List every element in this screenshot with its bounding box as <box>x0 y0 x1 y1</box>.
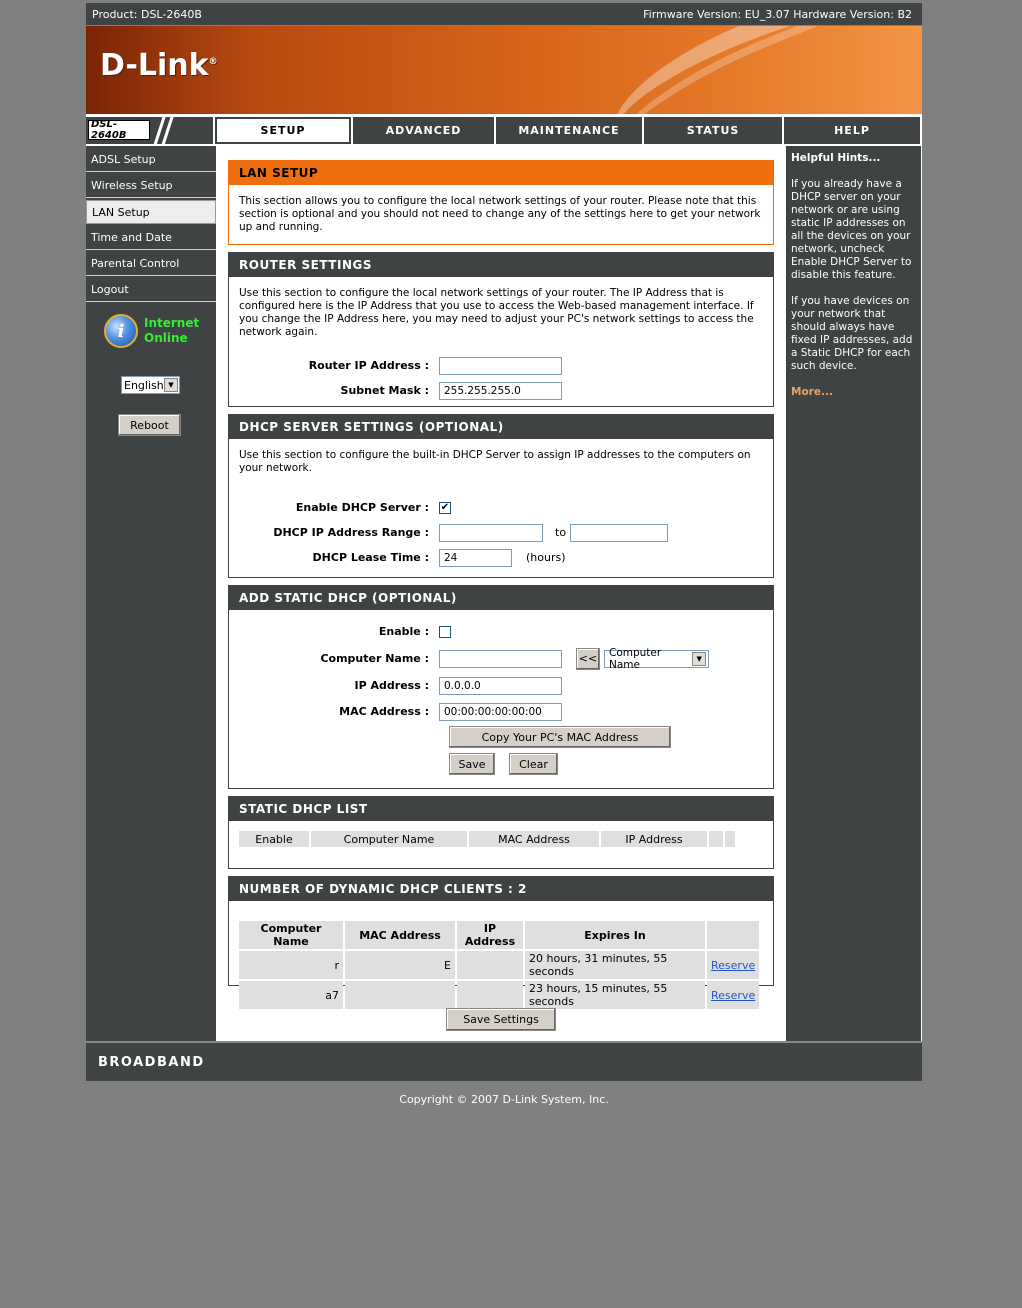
client-expires: 20 hours, 31 minutes, 55 seconds <box>525 951 705 979</box>
help-title: Helpful Hints... <box>791 152 881 164</box>
sidebar-item-logout[interactable]: Logout <box>86 278 216 302</box>
copy-name-arrow-button[interactable]: << <box>576 648 600 670</box>
copy-mac-button[interactable]: Copy Your PC's MAC Address <box>449 726 671 748</box>
save-settings-button[interactable]: Save Settings <box>446 1008 556 1031</box>
dlink-logo: D-Link® <box>100 48 218 83</box>
router-ip-input[interactable] <box>439 357 562 375</box>
client-name: a7 <box>239 981 343 1009</box>
tab-advanced[interactable]: ADVANCED <box>353 117 494 144</box>
static-list-title: STATIC DHCP LIST <box>229 797 773 821</box>
brand-banner <box>86 26 922 114</box>
internet-status <box>86 304 216 348</box>
copyright: Copyright © 2007 D-Link System, Inc. <box>399 1093 609 1106</box>
dhcp-server-title: DHCP SERVER SETTINGS (OPTIONAL) <box>229 415 773 439</box>
sidebar-item-time-and-date[interactable]: Time and Date <box>86 226 216 250</box>
client-name: r <box>239 951 343 979</box>
help-more-link[interactable]: More... <box>791 386 833 398</box>
tab-status[interactable]: STATUS <box>644 117 782 144</box>
main-nav <box>86 114 922 146</box>
range-to-label: to <box>555 526 567 539</box>
router-ip-label: Router IP Address : <box>308 359 429 372</box>
mac-address-input[interactable]: 00:00:00:00:00:00 <box>439 703 562 721</box>
model-label: DSL-2640B <box>88 120 150 140</box>
table-row <box>239 981 759 1009</box>
col-dyn-mac: MAC Address <box>345 921 455 949</box>
reserve-link[interactable]: Reserve <box>711 988 756 1002</box>
help-hint-1: If you already have a DHCP server on your network or are using static IP addresses on all the devices on your network, uncheck Enable DHCP Server to disable this feature. <box>791 178 912 281</box>
lan-setup-box <box>228 160 774 245</box>
lan-setup-desc: This section allows you to configure the local network settings of your router. Please note that this section is optional and you should not need to change any of the settings here to get your network up and running. <box>239 195 761 233</box>
mac-address-label: MAC Address : <box>339 705 429 718</box>
status-line1: Internet <box>144 316 200 330</box>
col-computer-name: Computer Name <box>311 831 467 847</box>
language-select[interactable] <box>121 376 180 394</box>
col-mac-address: MAC Address <box>469 831 599 847</box>
subnet-mask-label: Subnet Mask : <box>340 384 429 397</box>
tab-setup[interactable]: SETUP <box>215 117 351 144</box>
enable-dhcp-label: Enable DHCP Server : <box>295 501 429 514</box>
dynamic-clients-table <box>237 919 761 1011</box>
computer-name-label: Computer Name : <box>320 652 429 665</box>
status-line2: Online <box>144 331 188 345</box>
subnet-mask-input[interactable]: 255.255.255.0 <box>439 382 562 400</box>
router-settings-box <box>228 252 774 407</box>
help-hint-2: If you have devices on your network that should always have fixed IP addresses, add a Static DHCP for each such device. <box>791 295 913 372</box>
dhcp-server-box <box>228 414 774 578</box>
broadband-label: BROADBAND <box>98 1054 205 1070</box>
lease-unit-label: (hours) <box>526 551 566 564</box>
static-dhcp-list-box <box>228 796 774 869</box>
info-globe-icon: i <box>104 314 138 348</box>
table-row <box>239 951 759 979</box>
static-enable-checkbox[interactable] <box>439 626 451 638</box>
sidebar <box>86 146 216 1041</box>
computer-name-input[interactable] <box>439 650 562 668</box>
chevron-down-icon: ▼ <box>692 652 706 666</box>
top-info-bar <box>86 3 922 25</box>
help-sidebar <box>786 146 921 1041</box>
computer-name-select-value: Computer Name <box>609 646 662 671</box>
router-settings-desc: Use this section to configure the local network settings of your router. The IP Address that is configured here is the IP Address that you use to access the Web-based management interface. If you change the IP Address here, you may need to adjust your PC's network settings to access the network again. <box>239 287 754 338</box>
col-enable: Enable <box>239 831 309 847</box>
sidebar-item-adsl-setup[interactable]: ADSL Setup <box>86 148 216 172</box>
dynamic-clients-title: NUMBER OF DYNAMIC DHCP CLIENTS : 2 <box>229 877 773 901</box>
chevron-down-icon: ▼ <box>164 378 178 392</box>
tab-help[interactable]: HELP <box>784 117 920 144</box>
router-page <box>86 3 922 1106</box>
model-badge <box>86 117 213 144</box>
tab-maintenance[interactable]: MAINTENANCE <box>496 117 642 144</box>
col-ip-address: IP Address <box>601 831 707 847</box>
product-label: Product: DSL-2640B <box>92 7 202 21</box>
col-dyn-computer-name: Computer Name <box>239 921 343 949</box>
dhcp-server-desc: Use this section to configure the built-in DHCP Server to assign IP addresses to the computers on your network. <box>239 449 751 474</box>
dhcp-range-start-input[interactable] <box>439 524 543 542</box>
computer-name-select[interactable] <box>604 646 709 671</box>
client-expires: 23 hours, 15 minutes, 55 seconds <box>525 981 705 1009</box>
lease-time-input[interactable]: 24 <box>439 549 512 567</box>
static-list-table <box>237 829 737 849</box>
client-ip <box>457 981 523 1009</box>
reboot-button[interactable]: Reboot <box>118 414 181 436</box>
sidebar-item-parental-control[interactable]: Parental Control <box>86 252 216 276</box>
dynamic-clients-box <box>228 876 774 1008</box>
dhcp-range-end-input[interactable] <box>570 524 668 542</box>
dhcp-range-label: DHCP IP Address Range : <box>273 526 429 539</box>
col-dyn-ip: IP Address <box>457 921 523 949</box>
reserve-link[interactable]: Reserve <box>711 958 756 972</box>
footer-bar <box>86 1041 922 1081</box>
clear-static-button[interactable]: Clear <box>509 753 558 775</box>
lease-time-label: DHCP Lease Time : <box>312 551 429 564</box>
sidebar-item-lan-setup[interactable]: LAN Setup <box>86 200 216 224</box>
router-settings-title: ROUTER SETTINGS <box>229 253 773 277</box>
enable-dhcp-checkbox[interactable]: ✔ <box>440 501 450 513</box>
static-dhcp-title: ADD STATIC DHCP (OPTIONAL) <box>229 586 773 610</box>
static-ip-label: IP Address : <box>354 679 429 692</box>
main-content <box>216 146 786 1041</box>
save-static-button[interactable]: Save <box>449 753 495 775</box>
col-dyn-expires: Expires In <box>525 921 705 949</box>
client-mac: E <box>345 951 455 979</box>
sidebar-item-wireless-setup[interactable]: Wireless Setup <box>86 174 216 198</box>
version-label: Firmware Version: EU_3.07 Hardware Version: B2 <box>643 7 912 21</box>
language-value: English <box>124 378 164 392</box>
static-ip-input[interactable]: 0.0.0.0 <box>439 677 562 695</box>
static-enable-label: Enable : <box>378 625 429 638</box>
static-dhcp-box <box>228 585 774 789</box>
lan-setup-title: LAN SETUP <box>229 161 773 185</box>
client-mac <box>345 981 455 1009</box>
client-ip <box>457 951 523 979</box>
